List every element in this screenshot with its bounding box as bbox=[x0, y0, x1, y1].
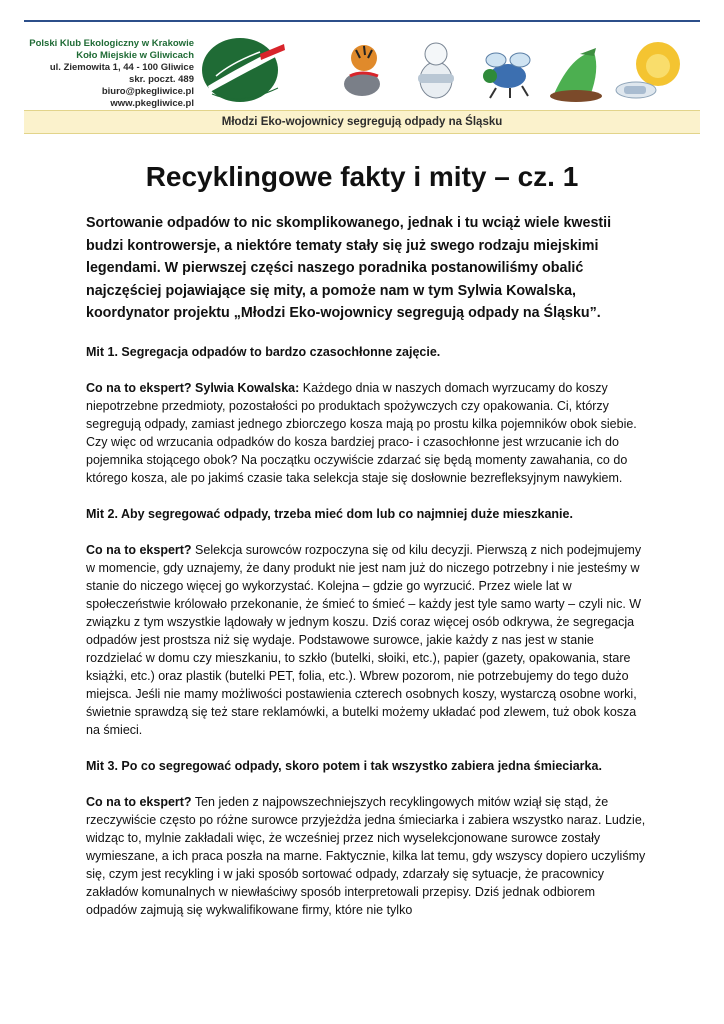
myth-1-heading: Mit 1. Segregacja odpadów to bardzo czasochłonne zajęcie. bbox=[86, 344, 441, 359]
fly-mascot-icon bbox=[483, 53, 530, 98]
organization-address bbox=[24, 38, 194, 110]
expert-label: Co na to ekspert? bbox=[86, 542, 192, 557]
myth-3-text: Ten jeden z najpowszechniejszych recyklingowych mitów wziął się stąd, że rzeczywiście często po różne surowce przyjeżdża jedna śmieciarka i zabiera wszystko naraz. Ludzie, widząc to, mylnie zakładali więc, że wcześniej przez nich wyselekcjonowane surowce zostały wymieszane, a ich praca poszła na marne. Faktycznie, kilka lat temu, gdy wszyscy dopiero uczyliśmy się, czym jest recykling i w jaki sposób sortować odpady, zdarzały się sytuacje, że pracownicy zakładów komunalnych w niewłaściwy sposób interpretowali przepisy. Dziś jednak odbiorem odpadów zajmują się wykwalifikowane firmy, które nie tylko bbox=[86, 794, 646, 917]
org-name: Polski Klub Ekologiczny w Krakowie bbox=[29, 38, 194, 49]
org-street: ul. Ziemowita 1, 44 - 100 Gliwice bbox=[49, 62, 194, 73]
polar-bear-mascot-icon bbox=[418, 43, 454, 98]
lion-mascot-icon bbox=[616, 42, 680, 98]
tiger-mascot-icon bbox=[344, 45, 380, 96]
article-lead: Sortowanie odpadów to nic skomplikowanego, jednak i tu wciąż wiele kwestii budzi kontrowersje, a niektóre tematy stały się już swego rodzaju miejskimi legendami. W pierwszej części naszego poradnika postanowiliśmy obalić najczęściej pojawiające się mity, a pomoże nam w tym Sylwia Kowalska, koordynator projektu „Młodzi Eko-wojownicy segregują odpady na Śląsku”. bbox=[86, 215, 612, 321]
crocodile-mascot-icon bbox=[550, 48, 602, 102]
myth-2-heading: Mit 2. Aby segregować odpady, trzeba mieć dom lub co najmniej duże mieszkanie. bbox=[86, 506, 573, 521]
eco-warrior-mascots-illustration bbox=[340, 36, 700, 104]
org-branch: Koło Miejskie w Gliwicach bbox=[76, 50, 194, 61]
expert-label: Co na to ekspert? bbox=[86, 794, 192, 809]
myth-3-heading: Mit 3. Po co segregować odpady, skoro potem i tak wszystko zabiera jedna śmieciarka. bbox=[86, 758, 602, 773]
header-rule bbox=[24, 20, 700, 22]
myth-1-text: Każdego dnia w naszych domach wyrzucamy do koszy niepotrzebne przedmioty, pozostałości po produktach spożywczych czy opakowania. Ci, którzy segregują odpady, zamiast jednego zbiorczego kosza mają po prostu kilka pojemników obok siebie. Czy więc od wrzucania odpadków do kosza bardziej praco- i czasochłonne jest wrzucanie ich do pojemnika stojącego obok? Na początku oczywiście zdarzać się będą momenty zawahania, co do którego kosza, ale po jakimś czasie taka selekcja staje się dosłownie bezrefleksyjnym nawykiem. bbox=[86, 380, 637, 485]
project-banner: Młodzi Eko-wojownicy segregują odpady na Śląsku bbox=[24, 110, 700, 134]
myth-1-answer bbox=[86, 379, 646, 487]
org-website[interactable]: www.pkegliwice.pl bbox=[110, 98, 194, 109]
expert-label: Co na to ekspert? Sylwia Kowalska: bbox=[86, 380, 300, 395]
org-email[interactable]: biuro@pkegliwice.pl bbox=[101, 86, 194, 97]
article-title: Recyklingowe fakty i mity – cz. 1 bbox=[145, 161, 579, 192]
myth-3-answer bbox=[86, 793, 646, 919]
org-po-box: skr. poczt. 489 bbox=[129, 74, 194, 85]
article-body bbox=[86, 212, 646, 937]
myth-2-text: Selekcja surowców rozpoczyna się od kilu decyzji. Pierwszą z nich podejmujemy w momencie, gdy uznajemy, że dany produkt nie jest nam już do niczego potrzebny i nie jesteśmy w stanie do niczego więcej go wykorzystać. Kolejna – gdzie go wyrzucić. Przez wiele lat w społeczeństwie królowało przekonanie, że śmieć to śmieć – każdy jest tyle samo warty – czyli nic. W związku z tym wszystkie lądowały w jednym koszu. Dziś coraz więcej osób odkrywa, że segregacja odpadów jest prostsza niż się wydaje. Podstawowe surowce, jakie każdy z nas jest w stanie rozdzielać w domu czy mieszkaniu, to szkło (butelki, słoiki, etc.), papier (gazety, opakowania, stare książki, etc.) oraz plastik (butelki PET, folia, etc.). Wbrew pozorom, nie potrzebujemy do tego dużo miejsca. Jeśli nie mamy możliwości postawienia czterech osobnych koszy, wystarczą osobne worki, świetnie sprawdzą się też stare reklamówki, a butelki możemy układać pod zlewem, tuż obok kosza na śmieci. bbox=[86, 542, 642, 737]
leaf-logo-icon bbox=[198, 36, 294, 104]
myth-2-answer bbox=[86, 541, 646, 739]
